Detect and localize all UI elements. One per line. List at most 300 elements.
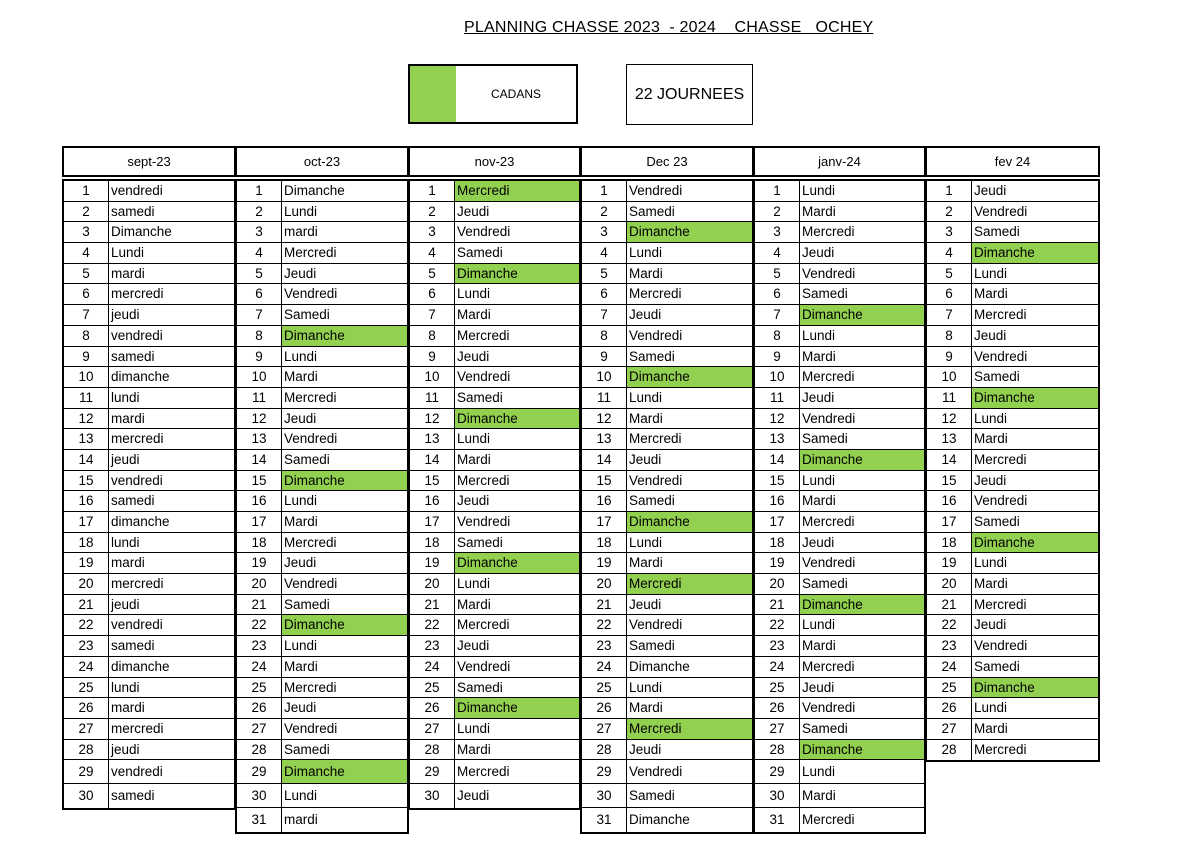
- day-name: Samedi: [974, 224, 1020, 240]
- day-number: 23: [410, 636, 455, 656]
- day-row: [410, 595, 579, 616]
- day-row: [755, 533, 924, 554]
- day-number: 25: [237, 678, 282, 698]
- day-number: 1: [755, 181, 800, 201]
- day-name: Samedi: [284, 596, 330, 612]
- day-row: [410, 450, 579, 471]
- day-number: 10: [927, 367, 972, 387]
- day-row: [755, 760, 924, 784]
- day-name: Vendredi: [629, 617, 683, 633]
- day-name: jeudi: [111, 596, 140, 612]
- day-number: 7: [410, 305, 455, 325]
- day-row: [582, 305, 752, 326]
- day-number: 9: [410, 347, 455, 367]
- day-number: 24: [755, 657, 800, 677]
- day-name: Mardi: [974, 576, 1008, 592]
- day-row: [927, 471, 1098, 492]
- day-row: [582, 740, 752, 761]
- day-number: 11: [755, 388, 800, 408]
- day-number: 25: [755, 678, 800, 698]
- day-row: [755, 740, 924, 761]
- day-name: Jeudi: [802, 534, 835, 550]
- day-name: samedi: [111, 348, 155, 364]
- day-name: Jeudi: [284, 700, 317, 716]
- day-name: Mardi: [629, 265, 663, 281]
- day-name: Dimanche: [627, 367, 752, 387]
- day-row: [64, 657, 234, 678]
- day-number: 3: [237, 222, 282, 242]
- day-number: 23: [237, 636, 282, 656]
- day-name: Mercredi: [802, 224, 855, 240]
- day-number: 12: [64, 409, 109, 429]
- day-name: Mardi: [802, 788, 836, 804]
- day-row: [64, 409, 234, 430]
- day-name: Jeudi: [629, 596, 662, 612]
- day-name: Vendredi: [284, 286, 338, 302]
- day-number: 2: [237, 202, 282, 222]
- day-name: Lundi: [802, 617, 836, 633]
- day-number: 4: [410, 243, 455, 263]
- day-name: Vendredi: [629, 472, 683, 488]
- day-row: [64, 305, 234, 326]
- day-row: [582, 243, 752, 264]
- month-days-table: [235, 179, 409, 834]
- day-row: [410, 243, 579, 264]
- day-number: 9: [237, 347, 282, 367]
- month-days-table: [753, 179, 926, 834]
- day-number: 5: [755, 264, 800, 284]
- day-number: 15: [582, 471, 627, 491]
- day-row: [237, 181, 407, 202]
- day-row: [237, 471, 407, 492]
- day-row: [755, 808, 924, 832]
- day-row: [410, 264, 579, 285]
- day-number: 25: [927, 678, 972, 698]
- day-number: 18: [582, 533, 627, 553]
- day-name: Mardi: [457, 451, 491, 467]
- day-row: [927, 388, 1098, 409]
- day-number: 26: [237, 698, 282, 718]
- day-number: 11: [927, 388, 972, 408]
- day-name: Vendredi: [629, 327, 683, 343]
- day-number: 7: [927, 305, 972, 325]
- day-number: 17: [582, 512, 627, 532]
- day-name: Jeudi: [802, 245, 835, 261]
- day-number: 30: [64, 784, 109, 808]
- day-number: 25: [410, 678, 455, 698]
- day-name: lundi: [111, 389, 140, 405]
- day-name: Dimanche: [800, 740, 924, 760]
- day-name: Lundi: [802, 183, 836, 198]
- day-row: [64, 471, 234, 492]
- day-name: Mercredi: [802, 658, 855, 674]
- day-name: Samedi: [802, 576, 848, 592]
- day-name: Vendredi: [457, 514, 511, 529]
- day-row: [582, 719, 752, 740]
- day-row: [582, 264, 752, 285]
- day-number: 31: [237, 808, 282, 832]
- day-name: Vendredi: [974, 203, 1028, 219]
- month-header: janv-24: [753, 146, 926, 177]
- day-number: 9: [64, 347, 109, 367]
- day-number: 2: [64, 202, 109, 222]
- day-number: 14: [64, 450, 109, 470]
- day-number: 11: [582, 388, 627, 408]
- day-name: Dimanche: [455, 409, 579, 429]
- day-row: [582, 553, 752, 574]
- day-number: 21: [64, 595, 109, 615]
- day-name: mercredi: [111, 720, 164, 736]
- day-number: 19: [755, 553, 800, 573]
- day-number: 4: [755, 243, 800, 263]
- day-number: 30: [237, 784, 282, 807]
- month-days-table: [925, 179, 1100, 762]
- day-number: 23: [755, 636, 800, 656]
- day-row: [64, 740, 234, 761]
- day-row: [582, 388, 752, 409]
- day-number: 18: [237, 533, 282, 553]
- day-row: [582, 347, 752, 368]
- day-name: jeudi: [111, 741, 140, 757]
- day-name: Lundi: [629, 389, 663, 405]
- day-name: Jeudi: [629, 307, 662, 323]
- day-name: Samedi: [629, 788, 675, 804]
- day-number: 29: [755, 760, 800, 783]
- day-row: [410, 740, 579, 761]
- day-name: Mercredi: [802, 812, 855, 828]
- day-number: 15: [64, 471, 109, 491]
- day-number: 23: [927, 636, 972, 656]
- day-row: [64, 636, 234, 657]
- month-header: fev 24: [925, 146, 1100, 177]
- day-row: [237, 202, 407, 223]
- day-number: 27: [410, 719, 455, 739]
- day-name: Jeudi: [284, 555, 317, 571]
- day-name: vendredi: [111, 764, 163, 780]
- day-number: 27: [927, 719, 972, 739]
- day-number: 2: [410, 202, 455, 222]
- day-number: 14: [927, 450, 972, 470]
- day-name: vendredi: [111, 617, 163, 633]
- day-name: mardi: [111, 410, 145, 426]
- day-row: [582, 784, 752, 808]
- day-name: dimanche: [111, 658, 170, 674]
- day-name: Mercredi: [802, 514, 855, 529]
- day-name: Samedi: [802, 286, 848, 302]
- day-name: Samedi: [284, 741, 330, 757]
- day-number: 8: [755, 326, 800, 346]
- day-number: 16: [410, 491, 455, 511]
- day-row: [582, 181, 752, 202]
- day-name: Samedi: [457, 389, 503, 405]
- day-name: mardi: [284, 812, 318, 828]
- day-row: [755, 471, 924, 492]
- day-number: 8: [927, 326, 972, 346]
- day-row: [755, 615, 924, 636]
- day-name: Lundi: [111, 245, 145, 261]
- day-number: 22: [237, 615, 282, 635]
- day-name: Jeudi: [457, 203, 490, 219]
- day-number: 20: [410, 574, 455, 594]
- day-row: [927, 347, 1098, 368]
- day-number: 2: [755, 202, 800, 222]
- day-name: Lundi: [457, 431, 491, 447]
- day-row: [582, 595, 752, 616]
- day-row: [927, 222, 1098, 243]
- day-number: 8: [237, 326, 282, 346]
- day-row: [927, 181, 1098, 202]
- day-name: Jeudi: [974, 183, 1007, 198]
- day-row: [582, 367, 752, 388]
- day-number: 10: [582, 367, 627, 387]
- day-row: [410, 471, 579, 492]
- day-name: Dimanche: [972, 388, 1098, 408]
- day-number: 20: [582, 574, 627, 594]
- day-row: [237, 491, 407, 512]
- month-days-table: [62, 179, 236, 810]
- day-number: 26: [410, 698, 455, 718]
- day-number: 24: [237, 657, 282, 677]
- day-name: Samedi: [284, 451, 330, 467]
- day-name: Mercredi: [284, 389, 337, 405]
- day-row: [582, 284, 752, 305]
- day-name: Jeudi: [974, 472, 1007, 488]
- day-row: [755, 491, 924, 512]
- day-row: [64, 243, 234, 264]
- day-name: Dimanche: [284, 183, 345, 198]
- day-name: Samedi: [457, 679, 503, 695]
- day-name: Mardi: [457, 596, 491, 612]
- day-row: [927, 243, 1098, 264]
- day-number: 21: [927, 595, 972, 615]
- day-name: Dimanche: [282, 471, 407, 491]
- day-name: Mercredi: [629, 286, 682, 302]
- day-row: [64, 222, 234, 243]
- day-name: Vendredi: [457, 369, 511, 385]
- day-row: [237, 808, 407, 832]
- day-row: [410, 347, 579, 368]
- day-row: [410, 305, 579, 326]
- day-name: Dimanche: [629, 658, 690, 674]
- day-row: [410, 284, 579, 305]
- day-name: vendredi: [111, 327, 163, 343]
- day-row: [582, 698, 752, 719]
- day-row: [410, 388, 579, 409]
- day-name: Mercredi: [457, 764, 510, 780]
- day-name: Samedi: [802, 431, 848, 447]
- day-row: [64, 347, 234, 368]
- day-number: 27: [582, 719, 627, 739]
- day-row: [410, 657, 579, 678]
- day-name: mardi: [111, 555, 145, 571]
- day-row: [410, 553, 579, 574]
- day-row: [64, 533, 234, 554]
- day-number: 20: [64, 574, 109, 594]
- day-row: [64, 784, 234, 808]
- day-number: 23: [582, 636, 627, 656]
- day-number: 8: [410, 326, 455, 346]
- day-name: Vendredi: [974, 493, 1028, 509]
- day-row: [64, 388, 234, 409]
- day-number: 21: [410, 595, 455, 615]
- day-number: 25: [582, 678, 627, 698]
- day-row: [582, 429, 752, 450]
- day-name: Lundi: [974, 410, 1008, 426]
- day-name: Vendredi: [802, 555, 856, 571]
- day-row: [755, 574, 924, 595]
- day-name: Lundi: [284, 493, 318, 509]
- day-name: Lundi: [284, 638, 318, 654]
- day-name: Mercredi: [455, 181, 579, 201]
- day-row: [755, 222, 924, 243]
- day-name: Samedi: [629, 203, 675, 219]
- day-name: Vendredi: [974, 638, 1028, 654]
- day-number: 6: [237, 284, 282, 304]
- legend-box: [408, 64, 578, 124]
- month-days-table: [408, 179, 581, 810]
- day-row: [410, 698, 579, 719]
- day-row: [755, 347, 924, 368]
- day-name: Lundi: [629, 245, 663, 261]
- day-name: Samedi: [457, 245, 503, 261]
- day-row: [237, 657, 407, 678]
- day-number: 29: [64, 760, 109, 783]
- day-row: [927, 305, 1098, 326]
- day-row: [237, 347, 407, 368]
- day-row: [237, 409, 407, 430]
- day-row: [64, 284, 234, 305]
- day-name: Mercredi: [629, 431, 682, 447]
- day-row: [64, 760, 234, 784]
- day-number: 22: [927, 615, 972, 635]
- day-number: 12: [410, 409, 455, 429]
- month-column: [235, 146, 409, 834]
- day-number: 26: [64, 698, 109, 718]
- day-number: 9: [582, 347, 627, 367]
- day-name: Dimanche: [800, 595, 924, 615]
- day-row: [237, 760, 407, 784]
- day-row: [755, 636, 924, 657]
- day-number: 29: [410, 760, 455, 783]
- day-number: 14: [582, 450, 627, 470]
- day-row: [237, 740, 407, 761]
- day-name: Jeudi: [802, 679, 835, 695]
- day-row: [237, 574, 407, 595]
- day-row: [582, 202, 752, 223]
- day-row: [927, 740, 1098, 761]
- month-days-table: [580, 179, 754, 834]
- day-name: Lundi: [457, 286, 491, 302]
- day-name: Mercredi: [284, 245, 337, 261]
- day-name: jeudi: [111, 451, 140, 467]
- day-name: Mardi: [974, 720, 1008, 736]
- day-name: Vendredi: [284, 431, 338, 447]
- day-name: samedi: [111, 203, 155, 219]
- day-row: [927, 615, 1098, 636]
- day-row: [582, 615, 752, 636]
- day-name: Dimanche: [800, 305, 924, 325]
- day-row: [582, 450, 752, 471]
- day-name: Dimanche: [455, 698, 579, 718]
- day-name: samedi: [111, 493, 155, 509]
- day-number: 2: [582, 202, 627, 222]
- day-name: Dimanche: [282, 326, 407, 346]
- day-number: 6: [582, 284, 627, 304]
- day-row: [410, 202, 579, 223]
- day-name: vendredi: [111, 472, 163, 488]
- day-row: [755, 264, 924, 285]
- month-column: [753, 146, 926, 834]
- day-number: 28: [582, 740, 627, 760]
- day-row: [64, 367, 234, 388]
- day-row: [755, 243, 924, 264]
- day-number: 15: [410, 471, 455, 491]
- day-name: mercredi: [111, 431, 164, 447]
- month-header: Dec 23: [580, 146, 754, 177]
- day-row: [410, 760, 579, 784]
- day-row: [410, 784, 579, 808]
- day-number: 12: [237, 409, 282, 429]
- day-name: Samedi: [974, 514, 1020, 529]
- day-name: mercredi: [111, 286, 164, 302]
- day-number: 3: [582, 222, 627, 242]
- day-number: 15: [755, 471, 800, 491]
- day-number: 16: [64, 491, 109, 511]
- day-number: 31: [755, 808, 800, 832]
- day-number: 12: [755, 409, 800, 429]
- day-number: 30: [582, 784, 627, 807]
- day-name: Lundi: [802, 472, 836, 488]
- day-name: Mercredi: [974, 741, 1027, 757]
- day-name: Samedi: [629, 638, 675, 654]
- day-number: 10: [64, 367, 109, 387]
- day-number: 19: [410, 553, 455, 573]
- day-name: Jeudi: [457, 788, 490, 804]
- legend-label: CADANS: [490, 87, 541, 101]
- day-name: Mardi: [457, 741, 491, 757]
- day-name: mardi: [284, 224, 318, 240]
- day-number: 7: [64, 305, 109, 325]
- day-name: Dimanche: [800, 450, 924, 470]
- day-row: [927, 553, 1098, 574]
- day-row: [237, 615, 407, 636]
- day-row: [237, 595, 407, 616]
- day-name: Jeudi: [284, 410, 317, 426]
- day-row: [755, 719, 924, 740]
- day-name: Mardi: [284, 369, 318, 385]
- day-number: 3: [64, 222, 109, 242]
- month-header: nov-23: [408, 146, 581, 177]
- day-name: Mercredi: [974, 307, 1027, 323]
- day-name: Lundi: [802, 327, 836, 343]
- day-name: vendredi: [111, 183, 163, 198]
- day-number: 15: [927, 471, 972, 491]
- day-number: 14: [755, 450, 800, 470]
- day-name: Lundi: [284, 788, 318, 804]
- day-number: 19: [64, 553, 109, 573]
- day-row: [927, 409, 1098, 430]
- day-number: 5: [237, 264, 282, 284]
- day-number: 4: [582, 243, 627, 263]
- day-number: 18: [64, 533, 109, 553]
- day-row: [927, 202, 1098, 223]
- month-column: [925, 146, 1100, 762]
- day-row: [755, 657, 924, 678]
- day-name: Dimanche: [627, 512, 752, 532]
- day-name: Mardi: [284, 514, 318, 529]
- day-row: [410, 574, 579, 595]
- day-name: Mardi: [629, 410, 663, 426]
